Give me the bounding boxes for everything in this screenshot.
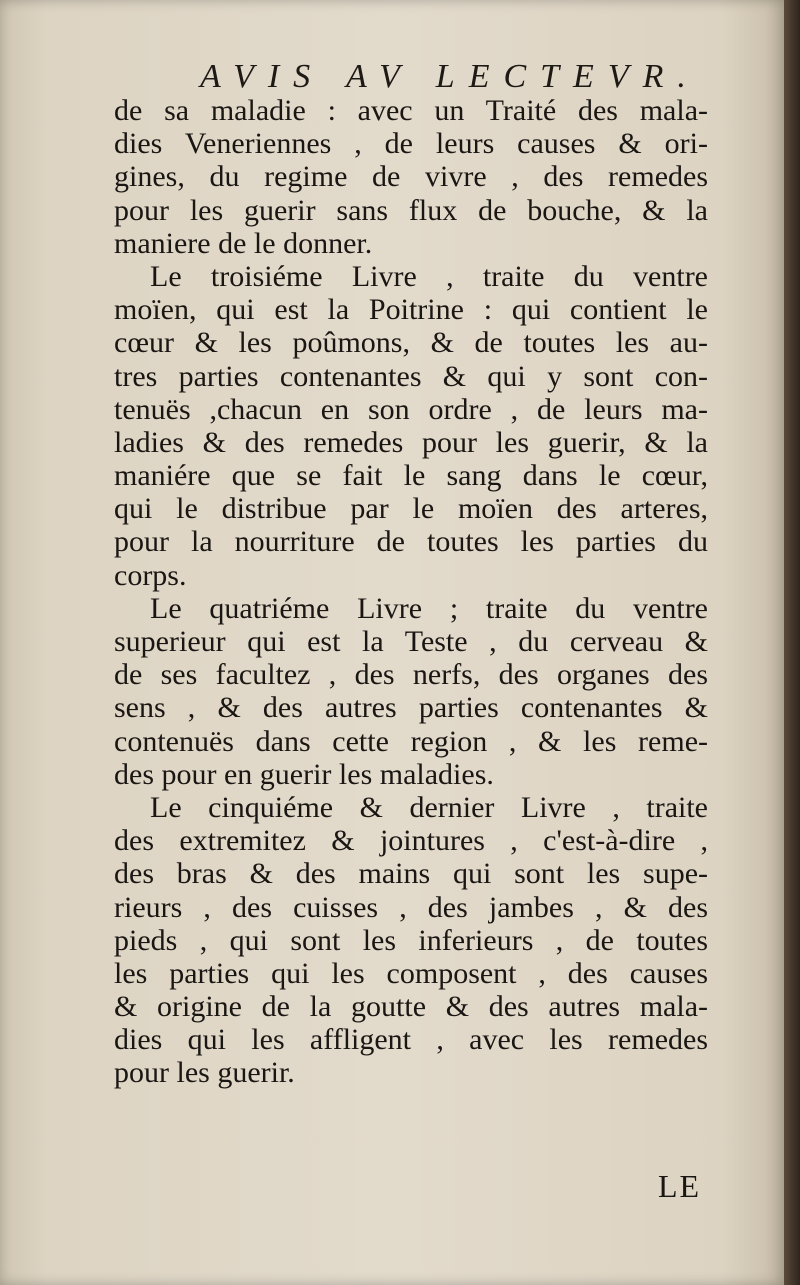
text-line: les parties qui les composent , des causes [114, 956, 708, 990]
text-line: de ses facultez , des nerfs, des organes des [114, 658, 708, 692]
text-line: pieds , qui sont les inferieurs , de toutes [114, 923, 708, 957]
text-line: & origine de la goutte & des autres mala- [114, 990, 708, 1024]
book-edge [784, 0, 800, 1285]
text-line: cœur & les poûmons, & de toutes les au- [114, 326, 708, 360]
text-line: pour la nourriture de toutes les parties du [114, 525, 708, 559]
text-line: ladies & des remedes pour les guerir, & la [114, 425, 708, 459]
text-line: maniére que se fait le sang dans le cœur, [114, 459, 708, 493]
text-line: des pour en guerir les maladies. [114, 757, 494, 791]
text-line: tenuës ,chacun en son ordre , de leurs ma- [114, 392, 708, 426]
text-line: des bras & des mains qui sont les supe- [114, 857, 708, 891]
text-line: Le quatriéme Livre ; traite du ventre [150, 591, 708, 625]
text-line: pour les guerir. [114, 1056, 295, 1090]
running-head: AVIS AV LECTEVR. [200, 58, 700, 95]
text-line: rieurs , des cuisses , des jambes , & des [114, 890, 708, 924]
text-line: moïen, qui est la Poitrine : qui contient le [114, 293, 708, 327]
text-line: sens , & des autres parties contenantes & [114, 691, 708, 725]
text-line: dies Veneriennes , de leurs causes & ori- [114, 127, 708, 161]
text-line: Le cinquiéme & dernier Livre , traite [150, 790, 708, 824]
text-line: contenuës dans cette region , & les reme- [114, 724, 708, 758]
text-line: de sa maladie : avec un Traité des mala- [114, 94, 708, 127]
text-line: des extremitez & jointures , c'est-à-dire , [114, 824, 708, 858]
text-line: dies qui les affligent , avec les remedes [114, 1023, 708, 1057]
text-line: maniere de le donner. [114, 226, 373, 260]
body-text [114, 94, 708, 1090]
text-line: Le troisiéme Livre , traite du ventre [150, 259, 708, 293]
text-line: qui le distribue par le moïen des arteres, [114, 492, 708, 526]
text-line: tres parties contenantes & qui y sont con- [114, 359, 708, 393]
text-line: gines, du regime de vivre , des remedes [114, 160, 708, 194]
text-line: pour les guerir sans flux de bouche, & la [114, 193, 708, 227]
text-line: superieur qui est la Teste , du cerveau & [114, 625, 708, 658]
text-line: corps. [114, 558, 187, 592]
catchword: LE [658, 1168, 702, 1204]
